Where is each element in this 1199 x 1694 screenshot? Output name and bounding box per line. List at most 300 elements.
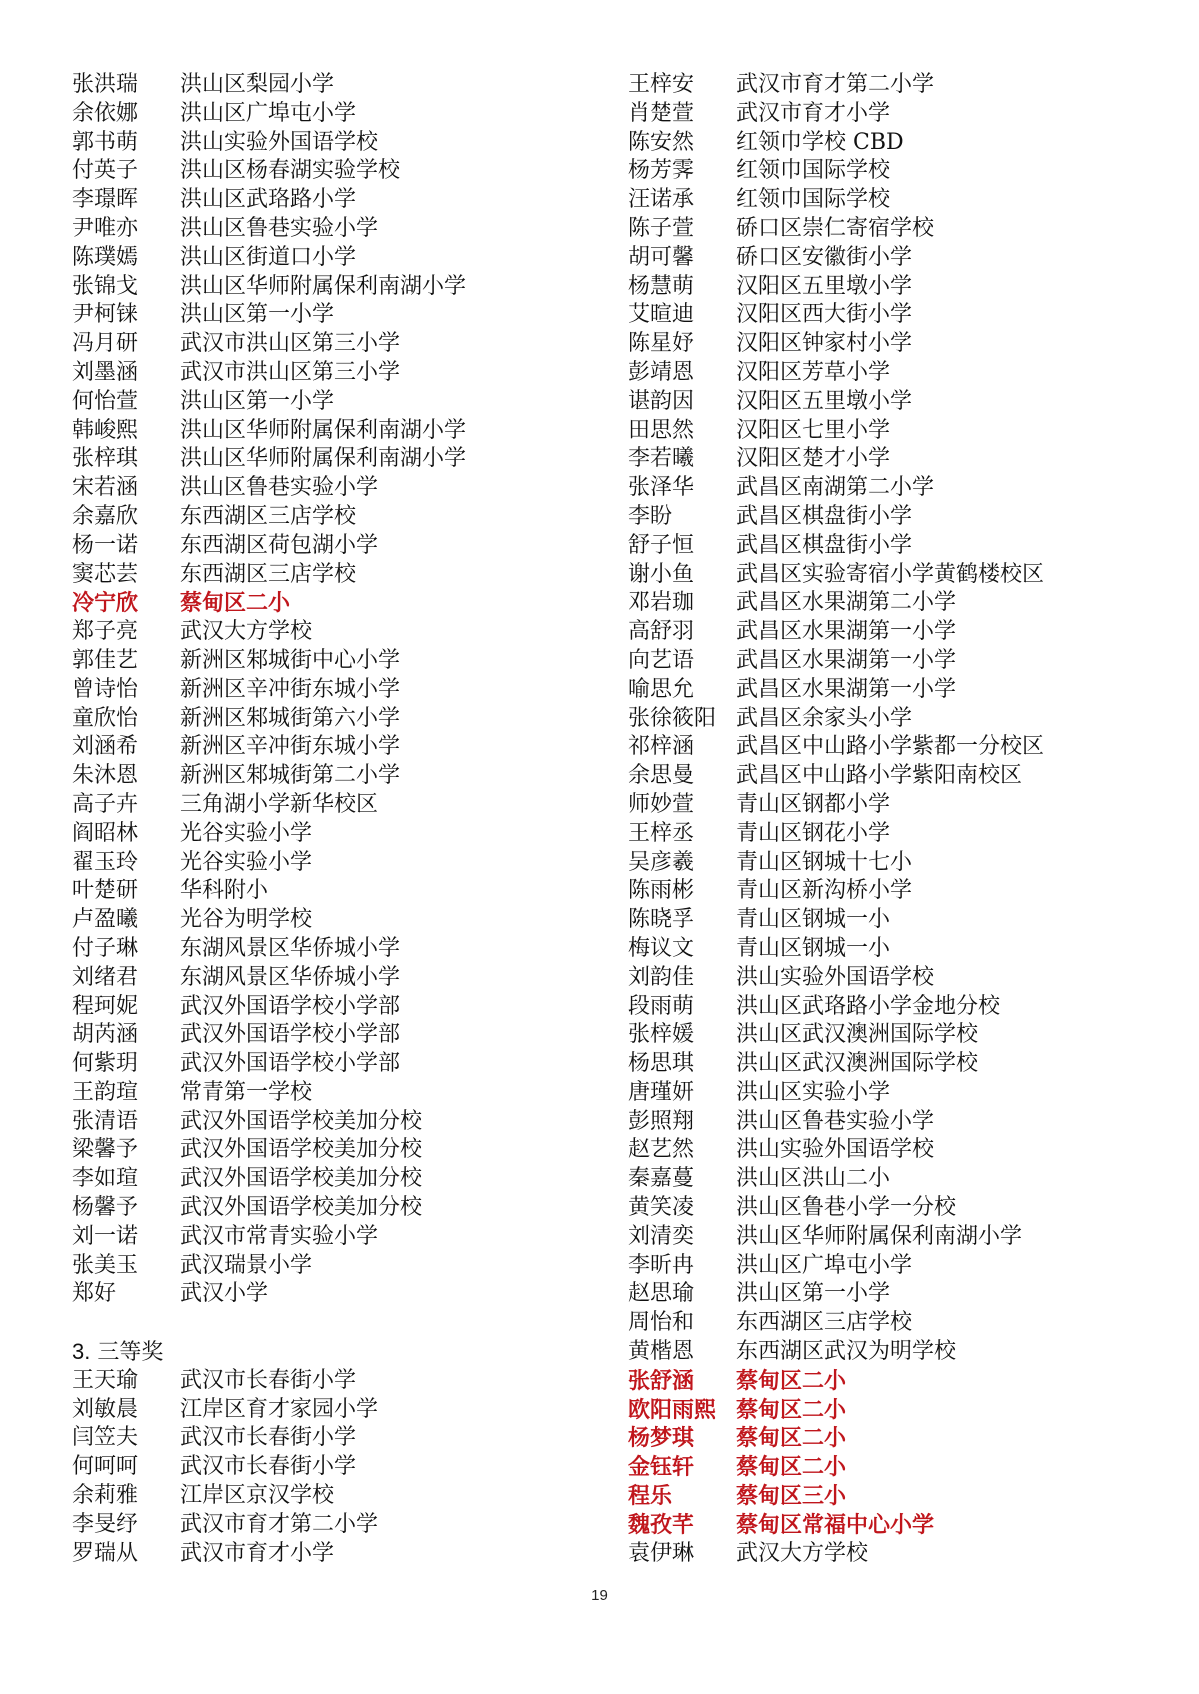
award-entry — [628, 1050, 1168, 1079]
school-name: 武汉市长春街小学 — [180, 1425, 357, 1451]
student-name: 周怡和 — [628, 1310, 695, 1336]
school-name: 洪山区鲁巷实验小学 — [180, 215, 379, 241]
award-entry — [72, 1367, 592, 1396]
school-name: 光谷实验小学 — [180, 849, 313, 875]
student-name: 张锦戈 — [72, 273, 139, 299]
school-name: 东西湖区三店学校 — [180, 561, 357, 587]
student-name: 杨芳霁 — [628, 158, 695, 184]
award-entry — [72, 733, 592, 762]
school-name: 新洲区辛冲街东城小学 — [180, 734, 401, 760]
school-name: 武汉外国语学校美加分校 — [180, 1195, 423, 1221]
school-name: 东西湖区三店学校 — [180, 503, 357, 529]
student-name: 窦芯芸 — [72, 561, 139, 587]
award-entry — [628, 1194, 1168, 1223]
school-name: 蔡甸区二小 — [180, 590, 291, 617]
school-name: 东湖风景区华侨城小学 — [180, 935, 401, 961]
school-name: 洪山实验外国语学校 — [180, 129, 379, 155]
student-name: 谌韵因 — [628, 388, 695, 414]
award-entry — [72, 129, 592, 158]
student-name: 胡芮涵 — [72, 1022, 139, 1048]
award-entry — [628, 359, 1168, 388]
award-entry — [628, 849, 1168, 878]
student-name: 叶楚研 — [72, 878, 139, 904]
award-entry — [72, 647, 592, 676]
school-name: 洪山区鲁巷小学一分校 — [736, 1195, 957, 1221]
student-name: 宋若涵 — [72, 475, 139, 501]
school-name: 青山区钢城十七小 — [736, 849, 913, 875]
student-name: 阎昭林 — [72, 820, 139, 846]
student-name: 何怡萱 — [72, 388, 139, 414]
student-name: 尹唯亦 — [72, 215, 139, 241]
student-name: 魏孜芊 — [628, 1511, 695, 1538]
award-entry — [72, 1194, 592, 1223]
school-name: 蔡甸区二小 — [736, 1396, 847, 1423]
award-entry — [72, 215, 592, 244]
award-entry — [628, 1540, 1168, 1569]
school-name: 汉阳区钟家村小学 — [736, 331, 913, 357]
school-name: 洪山区广埠屯小学 — [180, 100, 357, 126]
school-name: 武汉小学 — [180, 1281, 269, 1307]
school-name: 东湖风景区华侨城小学 — [180, 964, 401, 990]
award-entry — [628, 647, 1168, 676]
school-name: 武汉市育才小学 — [736, 100, 891, 126]
award-entry — [628, 791, 1168, 820]
award-entry — [628, 417, 1168, 446]
award-entry — [72, 417, 592, 446]
award-entry — [628, 1136, 1168, 1165]
school-name: 蔡甸区二小 — [736, 1425, 847, 1452]
school-name: 武昌区中山路小学紫都一分校区 — [736, 734, 1045, 760]
school-name: 洪山实验外国语学校 — [736, 964, 935, 990]
school-name: 蔡甸区二小 — [736, 1454, 847, 1481]
award-entry — [72, 1079, 592, 1108]
left-column — [72, 71, 592, 1568]
student-name: 梁馨予 — [72, 1137, 139, 1163]
student-name: 杨一诺 — [72, 532, 139, 558]
award-entry — [628, 1367, 1168, 1396]
student-name: 吴彦羲 — [628, 849, 695, 875]
student-name: 刘涵希 — [72, 734, 139, 760]
award-entry — [628, 935, 1168, 964]
student-name: 童欣怡 — [72, 705, 139, 731]
right-column — [628, 71, 1168, 1568]
award-entry — [628, 1309, 1168, 1338]
school-name: 武汉市洪山区第三小学 — [180, 359, 401, 385]
student-name: 张徐筱阳 — [628, 705, 717, 731]
school-name: 武昌区中山路小学紫阳南校区 — [736, 763, 1023, 789]
award-entry — [72, 877, 592, 906]
award-entry — [628, 1424, 1168, 1453]
award-entry — [628, 589, 1168, 618]
award-entry — [628, 561, 1168, 590]
award-entry — [72, 935, 592, 964]
student-name: 舒子恒 — [628, 532, 695, 558]
award-entry — [628, 388, 1168, 417]
award-entry — [628, 733, 1168, 762]
award-entry — [72, 330, 592, 359]
school-name: 东西湖区武汉为明学校 — [736, 1339, 957, 1365]
section-number: 3. — [72, 1339, 91, 1365]
school-name: 洪山区华师附属保利南湖小学 — [180, 273, 467, 299]
award-entry — [72, 906, 592, 935]
school-name: 汉阳区七里小学 — [736, 417, 891, 443]
school-name: 洪山区第一小学 — [180, 388, 335, 414]
school-name: 东西湖区三店学校 — [736, 1310, 913, 1336]
school-name: 武昌区实验寄宿小学黄鹤楼校区 — [736, 561, 1045, 587]
student-name: 邓岩珈 — [628, 590, 695, 616]
student-name: 黄笑凌 — [628, 1195, 695, 1221]
student-name: 谢小鱼 — [628, 561, 695, 587]
section-heading-third-prize — [72, 1338, 592, 1367]
student-name: 胡可馨 — [628, 244, 695, 270]
award-entry — [72, 1223, 592, 1252]
award-entry — [628, 1252, 1168, 1281]
school-name: 东西湖区荷包湖小学 — [180, 532, 379, 558]
school-name: 武汉市常青实验小学 — [180, 1223, 379, 1249]
award-entry — [628, 1453, 1168, 1482]
student-name: 欧阳雨熙 — [628, 1396, 717, 1423]
school-name: 武昌区水果湖第一小学 — [736, 647, 957, 673]
award-entry — [72, 820, 592, 849]
student-name: 李旻纾 — [72, 1511, 139, 1537]
award-entry — [72, 1050, 592, 1079]
award-entry — [72, 503, 592, 532]
school-name: 常青第一学校 — [180, 1079, 313, 1105]
student-name: 王韵瑄 — [72, 1079, 139, 1105]
award-entry — [628, 1223, 1168, 1252]
student-name: 赵思瑜 — [628, 1281, 695, 1307]
school-name: 硚口区崇仁寄宿学校 — [736, 215, 935, 241]
student-name: 李若曦 — [628, 446, 695, 472]
student-name: 祁梓涵 — [628, 734, 695, 760]
award-entry — [72, 849, 592, 878]
student-name: 高子卉 — [72, 791, 139, 817]
student-name: 张舒涵 — [628, 1367, 695, 1394]
school-name: 新洲区邾城街第二小学 — [180, 763, 401, 789]
student-name: 段雨萌 — [628, 993, 695, 1019]
page-number: 19 — [591, 1587, 608, 1604]
school-name: 武昌区南湖第二小学 — [736, 475, 935, 501]
student-name: 王梓安 — [628, 72, 695, 97]
student-name: 李如瑄 — [72, 1166, 139, 1192]
school-name: 汉阳区楚才小学 — [736, 446, 891, 472]
student-name: 黄楷恩 — [628, 1339, 695, 1365]
student-name: 卢盈曦 — [72, 907, 139, 933]
student-name: 张泽华 — [628, 475, 695, 501]
school-name: 洪山区杨春湖实验学校 — [180, 158, 401, 184]
award-entry — [628, 906, 1168, 935]
school-name: 武昌区水果湖第二小学 — [736, 590, 957, 616]
award-entry — [628, 1108, 1168, 1137]
student-name: 闫笠夫 — [72, 1425, 139, 1451]
award-entry — [628, 71, 1168, 100]
award-entry — [72, 157, 592, 186]
school-name: 武汉市长春街小学 — [180, 1367, 357, 1393]
award-entry — [628, 301, 1168, 330]
student-name: 曾诗怡 — [72, 676, 139, 702]
school-name: 洪山实验外国语学校 — [736, 1137, 935, 1163]
student-name: 余莉雅 — [72, 1483, 139, 1509]
award-entry — [72, 993, 592, 1022]
student-name: 程珂妮 — [72, 993, 139, 1019]
student-name: 郭书萌 — [72, 129, 139, 155]
award-entry — [628, 100, 1168, 129]
school-name: 洪山区武珞路小学 — [180, 187, 357, 213]
school-name: 光谷为明学校 — [180, 907, 313, 933]
award-entry — [628, 330, 1168, 359]
student-name: 李璟晖 — [72, 187, 139, 213]
award-entry — [72, 1021, 592, 1050]
award-entry — [72, 359, 592, 388]
school-name: 蔡甸区常福中心小学 — [736, 1511, 935, 1538]
student-name: 赵艺然 — [628, 1137, 695, 1163]
student-name: 肖楚萱 — [628, 100, 695, 126]
school-name: 新洲区辛冲街东城小学 — [180, 676, 401, 702]
school-name: 三角湖小学新华校区 — [180, 791, 379, 817]
student-name: 郑子亮 — [72, 619, 139, 645]
student-name: 高舒羽 — [628, 619, 695, 645]
student-name: 张清语 — [72, 1108, 139, 1134]
student-name: 朱沐恩 — [72, 763, 139, 789]
award-entry — [72, 273, 592, 302]
award-entry — [72, 1252, 592, 1281]
school-name: 武汉瑞景小学 — [180, 1252, 313, 1278]
student-name: 刘绪君 — [72, 964, 139, 990]
student-name: 郑好 — [72, 1281, 117, 1307]
award-entry — [628, 1511, 1168, 1540]
student-name: 何紫玥 — [72, 1051, 139, 1077]
school-name: 红领巾国际学校 — [736, 187, 891, 213]
award-entry — [72, 1511, 592, 1540]
award-entry — [628, 129, 1168, 158]
award-entry — [72, 762, 592, 791]
student-name: 张洪瑞 — [72, 72, 139, 97]
school-name: 武汉市育才小学 — [180, 1540, 335, 1566]
school-name: 武昌区棋盘街小学 — [736, 532, 913, 558]
school-name: 洪山区第一小学 — [180, 302, 335, 328]
student-name: 向艺语 — [628, 647, 695, 673]
award-entry — [72, 1136, 592, 1165]
student-name: 喻思允 — [628, 676, 695, 702]
award-entry — [72, 186, 592, 215]
student-name: 韩峻熙 — [72, 417, 139, 443]
student-name: 张美玉 — [72, 1252, 139, 1278]
school-name: 蔡甸区三小 — [736, 1483, 847, 1510]
school-name: 红领巾学校 CBD — [736, 129, 904, 155]
award-entry — [628, 1079, 1168, 1108]
award-entry — [628, 273, 1168, 302]
student-name: 李昕冉 — [628, 1252, 695, 1278]
award-entry — [72, 244, 592, 273]
award-entry — [628, 532, 1168, 561]
award-entry — [72, 1108, 592, 1137]
student-name: 程乐 — [628, 1483, 673, 1510]
student-name: 唐瑾妍 — [628, 1079, 695, 1105]
award-entry — [628, 1396, 1168, 1425]
school-name: 武昌区水果湖第一小学 — [736, 619, 957, 645]
school-name: 新洲区邾城街中心小学 — [180, 647, 401, 673]
school-name: 武汉外国语学校小学部 — [180, 1051, 401, 1077]
school-name: 武汉大方学校 — [736, 1540, 869, 1566]
student-name: 付子琳 — [72, 935, 139, 961]
award-entry — [72, 445, 592, 474]
award-entry — [72, 388, 592, 417]
student-name: 彭靖恩 — [628, 359, 695, 385]
award-entry — [72, 71, 592, 100]
school-name: 武汉大方学校 — [180, 619, 313, 645]
school-name: 汉阳区五里墩小学 — [736, 388, 913, 414]
school-name: 洪山区鲁巷实验小学 — [736, 1108, 935, 1134]
school-name: 武昌区余家头小学 — [736, 705, 913, 731]
award-entry — [628, 215, 1168, 244]
school-name: 红领巾国际学校 — [736, 158, 891, 184]
school-name: 汉阳区芳草小学 — [736, 359, 891, 385]
student-name: 张梓琪 — [72, 446, 139, 472]
award-entry — [72, 791, 592, 820]
student-name: 冷宁欣 — [72, 590, 139, 617]
student-name: 付英子 — [72, 158, 139, 184]
school-name: 武汉市长春街小学 — [180, 1454, 357, 1480]
school-name: 青山区钢都小学 — [736, 791, 891, 817]
school-name: 武汉外国语学校美加分校 — [180, 1137, 423, 1163]
student-name: 杨思琪 — [628, 1051, 695, 1077]
student-name: 翟玉玲 — [72, 849, 139, 875]
school-name: 武汉外国语学校小学部 — [180, 993, 401, 1019]
school-name: 洪山区武汉澳洲国际学校 — [736, 1051, 979, 1077]
school-name: 洪山区广埠屯小学 — [736, 1252, 913, 1278]
school-name: 武昌区水果湖第一小学 — [736, 676, 957, 702]
school-name: 洪山区第一小学 — [736, 1281, 891, 1307]
award-entry — [628, 877, 1168, 906]
school-name: 洪山区武珞路小学金地分校 — [736, 993, 1001, 1019]
student-name: 刘清奕 — [628, 1223, 695, 1249]
school-name: 汉阳区西大街小学 — [736, 302, 913, 328]
school-name: 武汉外国语学校美加分校 — [180, 1166, 423, 1192]
student-name: 陈子萱 — [628, 215, 695, 241]
award-entry — [628, 762, 1168, 791]
student-name: 陈安然 — [628, 129, 695, 155]
award-entry — [72, 1280, 592, 1309]
student-name: 王天瑜 — [72, 1367, 139, 1393]
award-entry — [72, 1424, 592, 1453]
student-name: 余依娜 — [72, 100, 139, 126]
school-name: 硚口区安徽街小学 — [736, 244, 913, 270]
school-name: 洪山区华师附属保利南湖小学 — [180, 417, 467, 443]
student-name: 刘墨涵 — [72, 359, 139, 385]
school-name: 汉阳区五里墩小学 — [736, 273, 913, 299]
award-entry — [72, 964, 592, 993]
school-name: 蔡甸区二小 — [736, 1367, 847, 1394]
student-name: 杨梦琪 — [628, 1425, 695, 1452]
student-name: 杨馨予 — [72, 1195, 139, 1221]
award-entry — [628, 1280, 1168, 1309]
award-entry — [72, 100, 592, 129]
award-entry — [628, 993, 1168, 1022]
student-name: 余嘉欣 — [72, 503, 139, 529]
award-entry — [628, 676, 1168, 705]
student-name: 余思曼 — [628, 763, 695, 789]
award-entry — [72, 1396, 592, 1425]
student-name: 刘一诺 — [72, 1223, 139, 1249]
school-name: 武汉市育才第二小学 — [180, 1511, 379, 1537]
school-name: 青山区新沟桥小学 — [736, 878, 913, 904]
school-name: 洪山区街道口小学 — [180, 244, 357, 270]
section-gap — [72, 1309, 592, 1338]
school-name: 武昌区棋盘街小学 — [736, 503, 913, 529]
award-entry — [72, 618, 592, 647]
award-entry — [72, 1482, 592, 1511]
student-name: 田思然 — [628, 417, 695, 443]
award-entry — [628, 1482, 1168, 1511]
award-entry — [72, 301, 592, 330]
school-name: 洪山区实验小学 — [736, 1079, 891, 1105]
student-name: 艾暄迪 — [628, 302, 695, 328]
student-name: 陈星妤 — [628, 331, 695, 357]
school-name: 洪山区华师附属保利南湖小学 — [180, 446, 467, 472]
school-name: 武汉外国语学校美加分校 — [180, 1108, 423, 1134]
school-name: 武汉外国语学校小学部 — [180, 1022, 401, 1048]
award-entry — [628, 186, 1168, 215]
student-name: 杨慧萌 — [628, 273, 695, 299]
award-entry — [72, 1165, 592, 1194]
school-name: 洪山区武汉澳洲国际学校 — [736, 1022, 979, 1048]
student-name: 冯月研 — [72, 331, 139, 357]
school-name: 光谷实验小学 — [180, 820, 313, 846]
award-entry — [72, 1540, 592, 1569]
award-entry — [628, 964, 1168, 993]
school-name: 新洲区邾城街第六小学 — [180, 705, 401, 731]
student-name: 郭佳艺 — [72, 647, 139, 673]
award-entry — [628, 503, 1168, 532]
award-entry — [628, 820, 1168, 849]
award-entry — [72, 676, 592, 705]
award-entry — [72, 532, 592, 561]
student-name: 刘敏晨 — [72, 1396, 139, 1422]
award-entry — [628, 1021, 1168, 1050]
student-name: 秦嘉蔓 — [628, 1166, 695, 1192]
award-entry — [628, 1338, 1168, 1367]
school-name: 洪山区梨园小学 — [180, 72, 335, 97]
student-name: 王梓丞 — [628, 820, 695, 846]
award-entry — [628, 705, 1168, 734]
student-name: 师妙萱 — [628, 791, 695, 817]
award-entry — [72, 1453, 592, 1482]
student-name: 李盼 — [628, 503, 673, 529]
school-name: 洪山区洪山二小 — [736, 1166, 891, 1192]
student-name: 何呵呵 — [72, 1454, 139, 1480]
student-name: 彭照翔 — [628, 1108, 695, 1134]
award-entry — [628, 445, 1168, 474]
school-name: 青山区钢城一小 — [736, 935, 891, 961]
school-name: 洪山区华师附属保利南湖小学 — [736, 1223, 1023, 1249]
award-entry — [628, 474, 1168, 503]
section-title: 三等奖 — [97, 1340, 164, 1366]
student-name: 尹柯铼 — [72, 302, 139, 328]
award-entry — [72, 589, 592, 618]
award-entry — [628, 618, 1168, 647]
student-name: 陈晓孚 — [628, 907, 695, 933]
student-name: 陈雨彬 — [628, 878, 695, 904]
student-name: 张梓媛 — [628, 1022, 695, 1048]
student-name: 陈璞嫣 — [72, 244, 139, 270]
school-name: 洪山区鲁巷实验小学 — [180, 475, 379, 501]
award-entry — [628, 244, 1168, 273]
school-name: 青山区钢花小学 — [736, 820, 891, 846]
student-name: 袁伊琳 — [628, 1540, 695, 1566]
student-name: 汪诺承 — [628, 187, 695, 213]
student-name: 梅议文 — [628, 935, 695, 961]
award-entry — [628, 1165, 1168, 1194]
